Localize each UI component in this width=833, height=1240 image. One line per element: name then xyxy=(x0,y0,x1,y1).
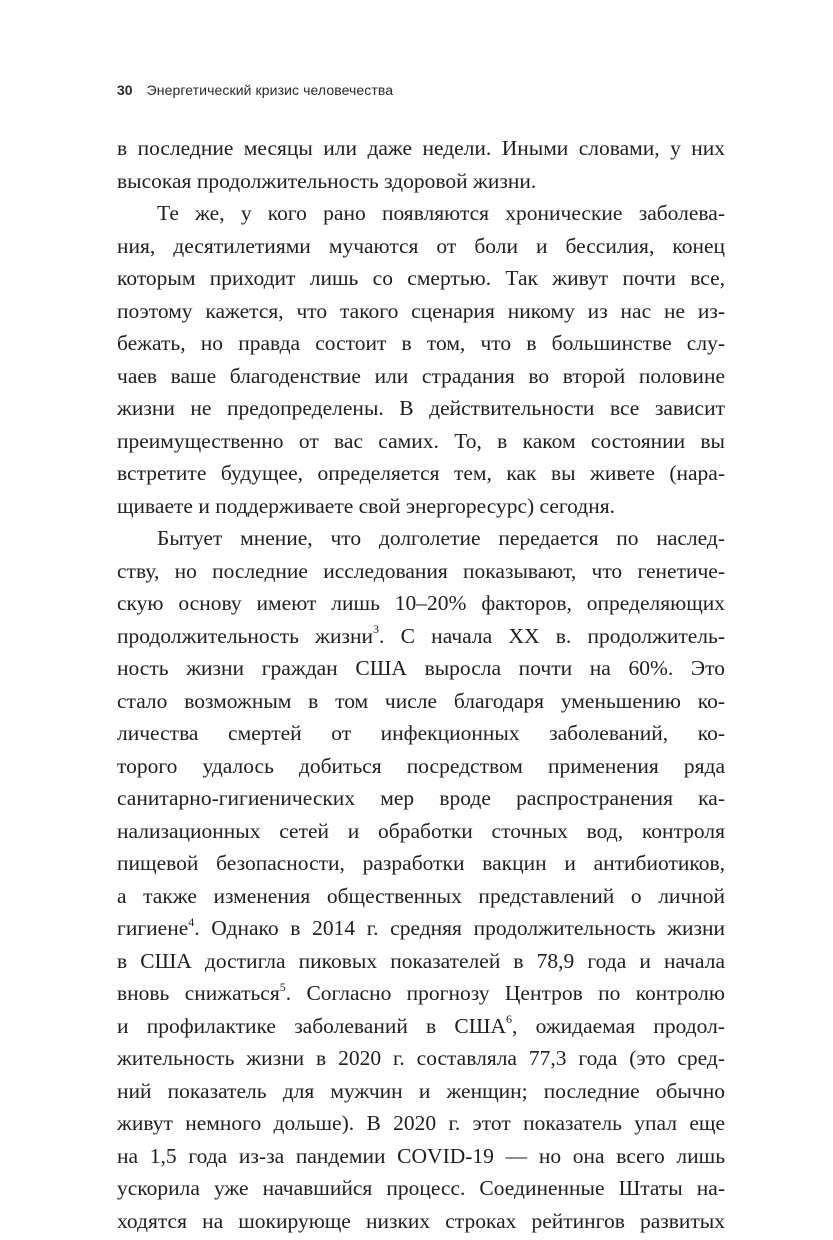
running-head xyxy=(117,80,393,100)
chapter-title: Энергетический кризис человечества xyxy=(146,82,394,98)
text-line: поэтому кажется, что такого сценария никому из нас не из- xyxy=(117,298,725,323)
text-line: а также изменения общественных представлений о личной xyxy=(117,883,725,908)
text-line: жизни не предопределены. В действительности все зависит xyxy=(117,396,725,420)
text-line: торого удалось добиться посредством применения ряда xyxy=(117,753,725,778)
text-line: Те же, у кого рано появляются хронические заболева- xyxy=(157,201,725,225)
footnote-ref[interactable]: 5 xyxy=(279,979,286,994)
text-line: ния, десятилетиями мучаются от боли и бессилия, конец xyxy=(117,233,725,258)
footnote-ref[interactable]: 3 xyxy=(373,622,379,637)
text-line: ность жизни граждан США выросла почти на 60%. Это xyxy=(117,656,725,680)
text-line: которым приходит лишь со смертью. Так живут почти все, xyxy=(117,266,725,290)
text-line: продолжительность жизни$^3$. С начала XX в. продолжитель- xyxy=(117,622,725,648)
text-line: встретите будущее, определяется тем, как вы живете (нара- xyxy=(117,461,725,485)
text-line: пищевой безопасности, разработки вакцин и антибиотиков, xyxy=(117,851,725,875)
text-line: ству, но последние исследования показывают, что генетиче- xyxy=(117,558,725,583)
body-text xyxy=(117,132,725,1237)
text-line: вновь снижаться$^5$. Согласно прогнозу Центров по контролю xyxy=(117,979,725,1005)
text-line: и профилактике заболеваний в США$^6$, ожидаемая продол- xyxy=(117,1012,725,1038)
text-line: щиваете и поддерживаете свой энергоресурс) сегодня. xyxy=(117,493,616,518)
text-line: Бытует мнение, что долголетие передается по наслед- xyxy=(157,526,725,550)
footnote-ref[interactable]: 6 xyxy=(506,1012,512,1027)
text-line: нализационных сетей и обработки сточных вод, контроля xyxy=(117,818,725,843)
text-line: гигиене$^4$. Однако в 2014 г. средняя продолжительность жизни xyxy=(117,914,725,940)
page-number: 30 xyxy=(117,82,133,98)
text-line: в последние месяцы или даже недели. Иными словами, у них xyxy=(117,136,725,160)
text-line: ускорила уже начавшийся процесс. Соединенные Штаты на- xyxy=(117,1176,725,1200)
text-line: высокая продолжительность здоровой жизни. xyxy=(117,168,537,193)
text-line: в США достигла пиковых показателей в 78,9 года и начала xyxy=(117,948,725,973)
text-line: жительность жизни в 2020 г. составляла 77,3 года (это сред- xyxy=(117,1046,725,1070)
text-line: санитарно-гигиенических мер вроде распространения ка- xyxy=(117,786,725,810)
text-line: преимущественно от вас самих. То, в каком состоянии вы xyxy=(117,428,725,453)
text-line: стало возможным в том числе благодаря уменьшению ко- xyxy=(117,688,725,713)
text-line: ний показатель для мужчин и женщин; последние обычно xyxy=(117,1078,725,1103)
text-line: скую основу имеют лишь 10–20% факторов, определяющих xyxy=(117,591,725,615)
text-line: чаев ваше благоденствие или страдания во второй половине xyxy=(117,363,725,388)
text-line: личества смертей от инфекционных заболеваний, ко- xyxy=(117,721,725,745)
text-line: ходятся на шокирующе низких строках рейтингов развитых xyxy=(117,1208,725,1233)
footnote-ref[interactable]: 4 xyxy=(188,914,195,929)
text-line: живут немного дольше). В 2020 г. этот показатель упал еще xyxy=(117,1111,725,1135)
text-line: на 1,5 года из-за пандемии COVID-19 — но она всего лишь xyxy=(117,1143,725,1168)
text-line: бежать, но правда состоит в том, что в большинстве слу- xyxy=(117,331,725,355)
